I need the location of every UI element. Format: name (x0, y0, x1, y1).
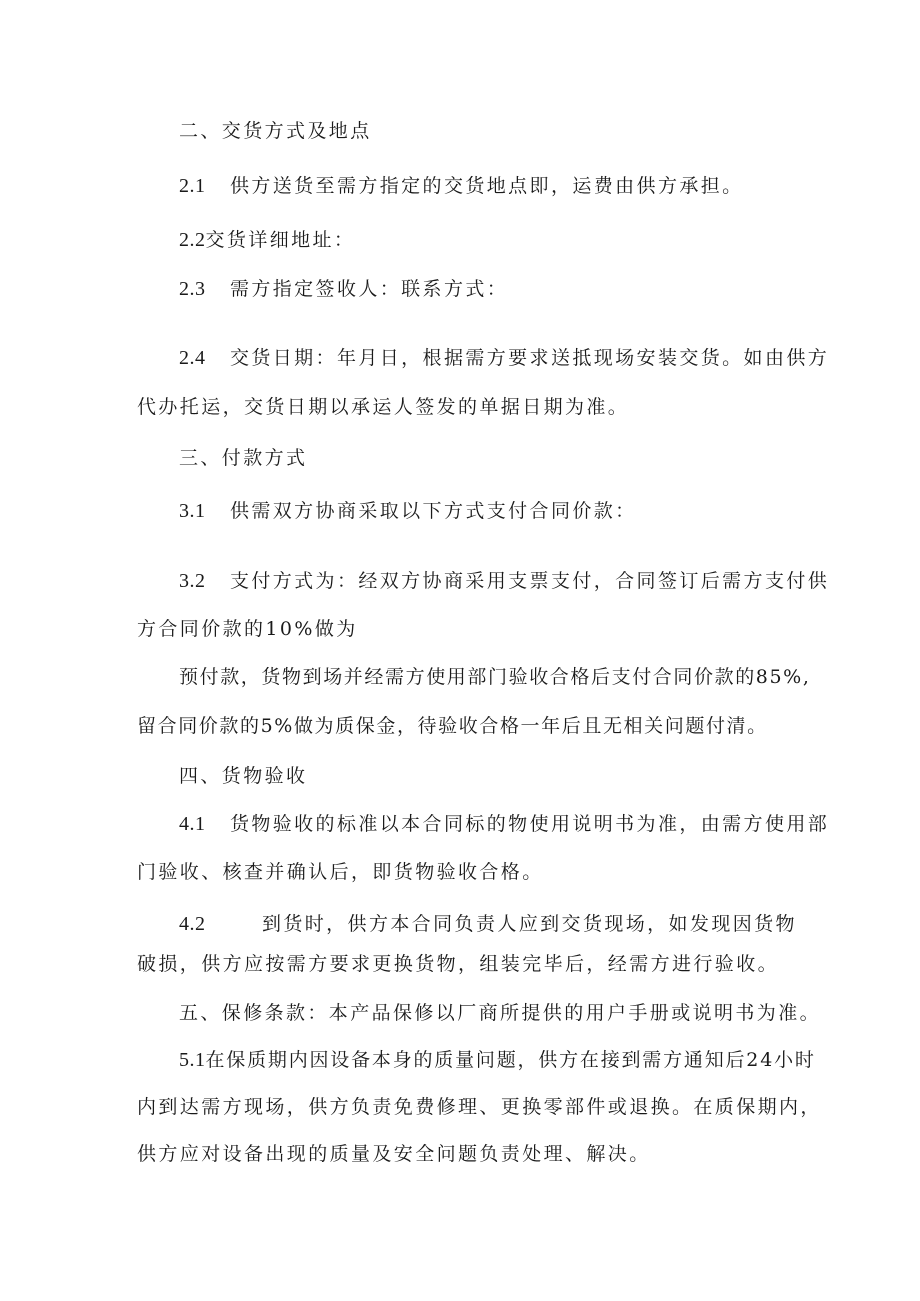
line-text: 四、货物验收 (179, 765, 308, 787)
clause-number: 3.1 (179, 500, 206, 522)
line-text: 代办托运，交货日期以承运人签发的单据日期为准。 (137, 396, 630, 418)
line-text: 到货时，供方本合同负责人应到交货现场，如发现因货物 (261, 913, 797, 935)
clause-5-1-continued-2 (137, 1142, 651, 1166)
section-heading-warranty (179, 1001, 821, 1025)
clause-5-1-continued (137, 1095, 822, 1119)
clause-number: 4.2 (179, 913, 206, 935)
line-text: 需方指定签收人：联系方式： (229, 278, 509, 300)
line-text: 留合同价款的5%做为质保金，待验收合格一年后且无相关问题付清。 (137, 715, 768, 737)
line-text: 三、付款方式 (179, 447, 308, 469)
line-text: 在保质期内因设备本身的质量问题，供方在接到需方通知后24小时 (205, 1049, 816, 1071)
section-heading-delivery (179, 119, 372, 143)
clause-2-3 (179, 277, 508, 301)
line-text: 预付款，货物到场并经需方使用部门验收合格后支付合同价款的85%, (179, 666, 811, 688)
line-text: 方合同价款的10%做为 (137, 618, 358, 640)
clause-2-4-continued (137, 395, 629, 419)
line-text: 交货日期：年月日，根据需方要求送抵现场安装交货。如由供方 (229, 347, 830, 369)
clause-4-1 (179, 812, 829, 836)
line-text: 破损，供方应按需方要求更换货物，组装完毕后，经需方进行验收。 (137, 953, 780, 975)
line-text: 二、交货方式及地点 (179, 120, 372, 142)
line-text: 门验收、核查并确认后，即货物验收合格。 (137, 861, 544, 883)
clause-number: 2.3 (179, 278, 206, 300)
clause-number: 3.2 (179, 570, 206, 592)
section-heading-acceptance (179, 764, 307, 788)
clause-4-1-continued (137, 860, 544, 884)
line-text: 五、保修条款：本产品保修以厂商所提供的用户手册或说明书为准。 (179, 1002, 822, 1024)
clause-2-2 (179, 228, 355, 252)
clause-4-2 (179, 912, 797, 936)
clause-number: 5.1 (179, 1049, 206, 1071)
clause-number: 4.1 (179, 813, 206, 835)
clause-number: 2.1 (179, 175, 206, 197)
clause-5-1 (179, 1048, 816, 1072)
clause-3-1 (179, 499, 637, 523)
prepayment-line (179, 665, 810, 689)
clause-3-2 (179, 569, 829, 593)
clause-3-2-continued (137, 617, 358, 641)
clause-number: 2.2 (179, 229, 206, 251)
clause-4-2-continued (137, 952, 779, 976)
line-text: 供方送货至需方指定的交货地点即，运费由供方承担。 (229, 175, 744, 197)
line-text: 交货详细地址： (205, 229, 356, 251)
retention-line (137, 714, 768, 738)
line-text: 支付方式为：经双方协商采用支票支付，合同签订后需方支付供 (229, 570, 830, 592)
clause-2-1 (179, 174, 744, 198)
clause-number: 2.4 (179, 347, 206, 369)
line-text: 货物验收的标准以本合同标的物使用说明书为准，由需方使用部 (229, 813, 830, 835)
line-text: 供需双方协商采取以下方式支付合同价款： (229, 500, 637, 522)
line-text: 供方应对设备出现的质量及安全问题负责处理、解决。 (137, 1143, 651, 1165)
section-heading-payment (179, 446, 307, 470)
line-text: 内到达需方现场，供方负责免费修理、更换零部件或退换。在质保期内， (137, 1096, 822, 1118)
clause-2-4 (179, 346, 829, 370)
